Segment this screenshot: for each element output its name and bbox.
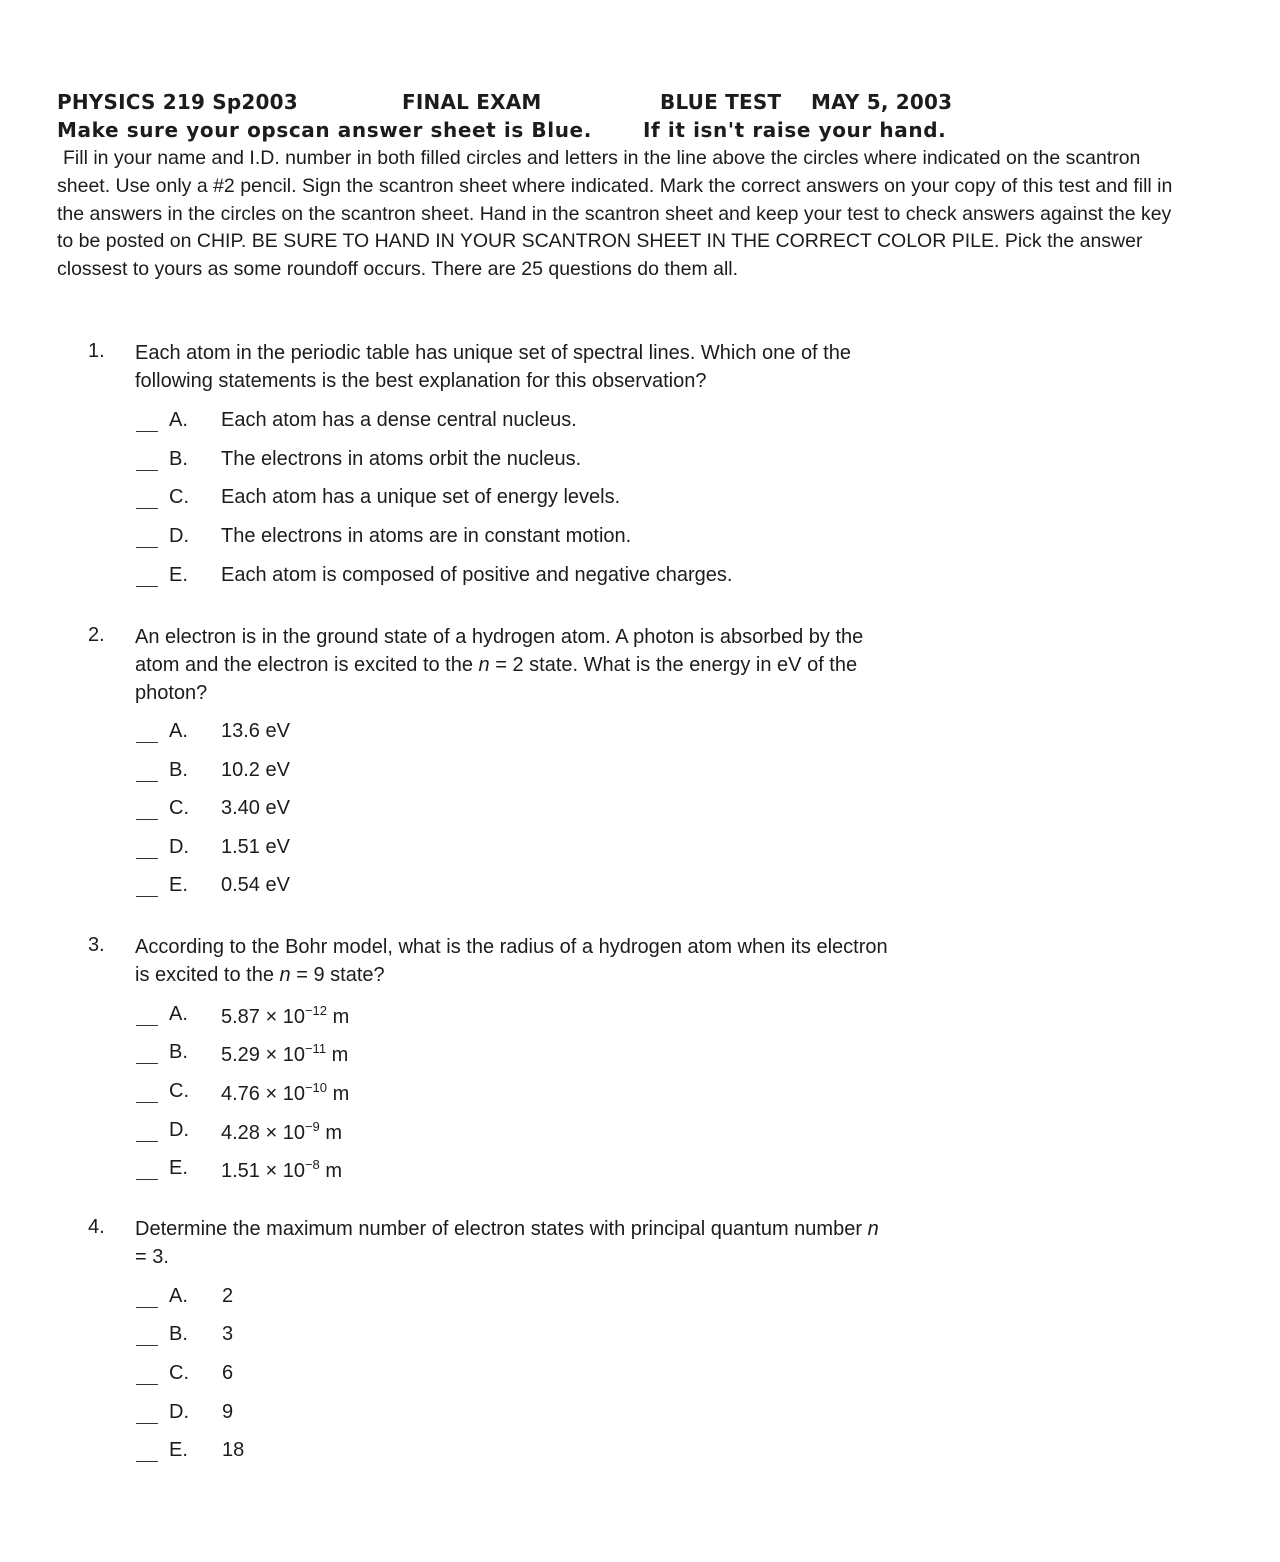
option-c[interactable] bbox=[136, 1362, 936, 1392]
option-letter: C. bbox=[169, 1080, 189, 1102]
option-text: 3.40 eV bbox=[221, 797, 290, 819]
instructions: Fill in your name and I.D. number in both filled circles and letters in the line above the circles where indicated on the scantron sheet. Use only a #2 pencil. Sign the scantron sheet where indicated. Mark the correct answers on your copy of this test and fill in the answers in the circles on the scantron sheet. Hand in the scantron sheet and keep your test to check answers against the key to be posted on CHIP. BE SURE TO HAND IN YOUR SCANTRON SHEET IN THE CORRECT COLOR PILE. Pick the answer clossest to yours as some roundoff occurs. There are 25 questions do them all. bbox=[57, 147, 1173, 281]
question-text-line: photon? bbox=[135, 682, 208, 704]
option-a[interactable] bbox=[136, 720, 936, 750]
answer-blank[interactable] bbox=[136, 1423, 158, 1424]
option-c[interactable] bbox=[136, 797, 936, 827]
question-text bbox=[135, 933, 888, 989]
mantissa: 4.76 × 10 bbox=[221, 1083, 305, 1105]
mantissa: 5.87 × 10 bbox=[221, 1006, 305, 1028]
question-number: 4. bbox=[88, 1216, 105, 1238]
option-letter: A. bbox=[169, 1003, 188, 1025]
option-text bbox=[221, 1003, 349, 1029]
option-letter: B. bbox=[169, 1041, 188, 1063]
option-text: Each atom has a unique set of energy levels. bbox=[221, 486, 621, 508]
question-text-line: According to the Bohr model, what is the radius of a hydrogen atom when its electron bbox=[135, 936, 888, 958]
question-text-line: Each atom in the periodic table has unique set of spectral lines. Which one of the bbox=[135, 342, 851, 364]
option-text: 13.6 eV bbox=[221, 720, 290, 742]
option-letter: E. bbox=[169, 564, 188, 586]
unit: m bbox=[319, 1160, 343, 1182]
option-b[interactable] bbox=[136, 759, 936, 789]
answer-blank[interactable] bbox=[136, 1179, 158, 1180]
option-letter: A. bbox=[169, 409, 188, 431]
question-text-line: following statements is the best explanation for this observation? bbox=[135, 370, 707, 392]
option-b[interactable] bbox=[136, 448, 936, 478]
question-number: 1. bbox=[88, 340, 105, 362]
question-text bbox=[135, 339, 851, 395]
question-text-line: An electron is in the ground state of a hydrogen atom. A photon is absorbed by the bbox=[135, 626, 864, 648]
option-text: 0.54 eV bbox=[221, 874, 290, 896]
option-d[interactable] bbox=[136, 836, 936, 866]
option-e[interactable] bbox=[136, 1439, 936, 1469]
option-text: 3 bbox=[222, 1323, 234, 1345]
option-letter: C. bbox=[169, 1362, 189, 1384]
question-text-line: Determine the maximum number of electron states with principal quantum number bbox=[135, 1218, 862, 1240]
answer-blank[interactable] bbox=[136, 742, 158, 743]
option-text: 2 bbox=[222, 1285, 234, 1307]
exam-title: FINAL EXAM bbox=[402, 90, 542, 114]
option-a[interactable] bbox=[136, 409, 936, 439]
exponent: −12 bbox=[304, 1003, 328, 1018]
option-text bbox=[221, 1157, 342, 1183]
unit: m bbox=[327, 1083, 350, 1105]
mantissa: 4.28 × 10 bbox=[221, 1122, 305, 1144]
option-text bbox=[221, 1041, 348, 1067]
question-text bbox=[135, 623, 863, 707]
option-letter: D. bbox=[169, 836, 189, 858]
option-e[interactable] bbox=[136, 874, 936, 904]
option-letter: E. bbox=[169, 1157, 188, 1179]
answer-blank[interactable] bbox=[136, 1307, 158, 1308]
answer-blank[interactable] bbox=[136, 508, 158, 509]
unit: m bbox=[327, 1006, 350, 1028]
question-text-line: atom and the electron is excited to the bbox=[135, 654, 473, 676]
answer-blank[interactable] bbox=[136, 1063, 158, 1064]
mantissa: 5.29 × 10 bbox=[221, 1044, 305, 1066]
answer-blank[interactable] bbox=[136, 858, 158, 859]
option-letter: B. bbox=[169, 759, 188, 781]
option-text: 1.51 eV bbox=[221, 836, 290, 858]
answer-blank[interactable] bbox=[136, 1025, 158, 1026]
option-text: Each atom has a dense central nucleus. bbox=[221, 409, 577, 431]
option-b[interactable] bbox=[136, 1323, 936, 1353]
option-letter: A. bbox=[169, 720, 188, 742]
answer-blank[interactable] bbox=[136, 1461, 158, 1462]
variable-n: n bbox=[478, 654, 490, 676]
question-text-line: = 3. bbox=[135, 1246, 169, 1268]
option-c[interactable] bbox=[136, 1080, 936, 1110]
answer-blank[interactable] bbox=[136, 586, 158, 587]
answer-blank[interactable] bbox=[136, 819, 158, 820]
test-color: BLUE TEST bbox=[660, 90, 782, 114]
option-text bbox=[221, 1119, 342, 1145]
exponent: −9 bbox=[304, 1119, 320, 1134]
option-letter: B. bbox=[169, 448, 188, 470]
option-letter: C. bbox=[169, 797, 189, 819]
option-text: The electrons in atoms are in constant motion. bbox=[221, 525, 632, 547]
option-text: 18 bbox=[222, 1439, 245, 1461]
option-d[interactable] bbox=[136, 1401, 936, 1431]
exponent: −11 bbox=[304, 1041, 327, 1056]
question-number: 2. bbox=[88, 624, 105, 646]
option-letter: A. bbox=[169, 1285, 188, 1307]
option-e[interactable] bbox=[136, 1157, 936, 1187]
exam-date: MAY 5, 2003 bbox=[811, 90, 953, 114]
option-letter: C. bbox=[169, 486, 189, 508]
option-e[interactable] bbox=[136, 564, 936, 594]
option-text: 9 bbox=[222, 1401, 234, 1423]
option-text: Each atom is composed of positive and negative charges. bbox=[221, 564, 733, 586]
warning-line-1: Make sure your opscan answer sheet is Blue. bbox=[57, 118, 592, 142]
variable-n: n bbox=[279, 964, 291, 986]
option-text: 10.2 eV bbox=[221, 759, 290, 781]
option-letter: E. bbox=[169, 874, 188, 896]
option-d[interactable] bbox=[136, 525, 936, 555]
mantissa: 1.51 × 10 bbox=[221, 1160, 305, 1182]
option-letter: D. bbox=[169, 1119, 189, 1141]
answer-blank[interactable] bbox=[136, 1384, 158, 1385]
question-text-line: = 2 state. What is the energy in eV of the bbox=[495, 654, 858, 676]
unit: m bbox=[319, 1122, 343, 1144]
answer-blank[interactable] bbox=[136, 1345, 158, 1346]
option-letter: D. bbox=[169, 1401, 189, 1423]
option-a[interactable] bbox=[136, 1285, 936, 1315]
option-text: The electrons in atoms orbit the nucleus. bbox=[221, 448, 582, 470]
option-text bbox=[221, 1080, 349, 1106]
option-letter: B. bbox=[169, 1323, 188, 1345]
question-text-line: is excited to the bbox=[135, 964, 274, 986]
warning-line-2: If it isn't raise your hand. bbox=[643, 118, 947, 142]
option-letter: E. bbox=[169, 1439, 188, 1461]
variable-n: n bbox=[867, 1218, 879, 1240]
answer-blank[interactable] bbox=[136, 896, 158, 897]
question-number: 3. bbox=[88, 934, 105, 956]
option-letter: D. bbox=[169, 525, 189, 547]
option-d[interactable] bbox=[136, 1119, 936, 1149]
course-title: PHYSICS 219 Sp2003 bbox=[57, 90, 298, 114]
answer-blank[interactable] bbox=[136, 547, 158, 548]
answer-blank[interactable] bbox=[136, 781, 158, 782]
unit: m bbox=[326, 1044, 349, 1066]
answer-blank[interactable] bbox=[136, 470, 158, 471]
exponent: −10 bbox=[304, 1080, 328, 1095]
answer-blank[interactable] bbox=[136, 1102, 158, 1103]
question-text-line: = 9 state? bbox=[296, 964, 385, 986]
answer-blank[interactable] bbox=[136, 1141, 158, 1142]
option-c[interactable] bbox=[136, 486, 936, 516]
option-b[interactable] bbox=[136, 1041, 936, 1071]
answer-blank[interactable] bbox=[136, 431, 158, 432]
option-a[interactable] bbox=[136, 1003, 936, 1033]
option-text: 6 bbox=[222, 1362, 234, 1384]
exponent: −8 bbox=[304, 1157, 320, 1172]
question-text bbox=[135, 1215, 879, 1271]
